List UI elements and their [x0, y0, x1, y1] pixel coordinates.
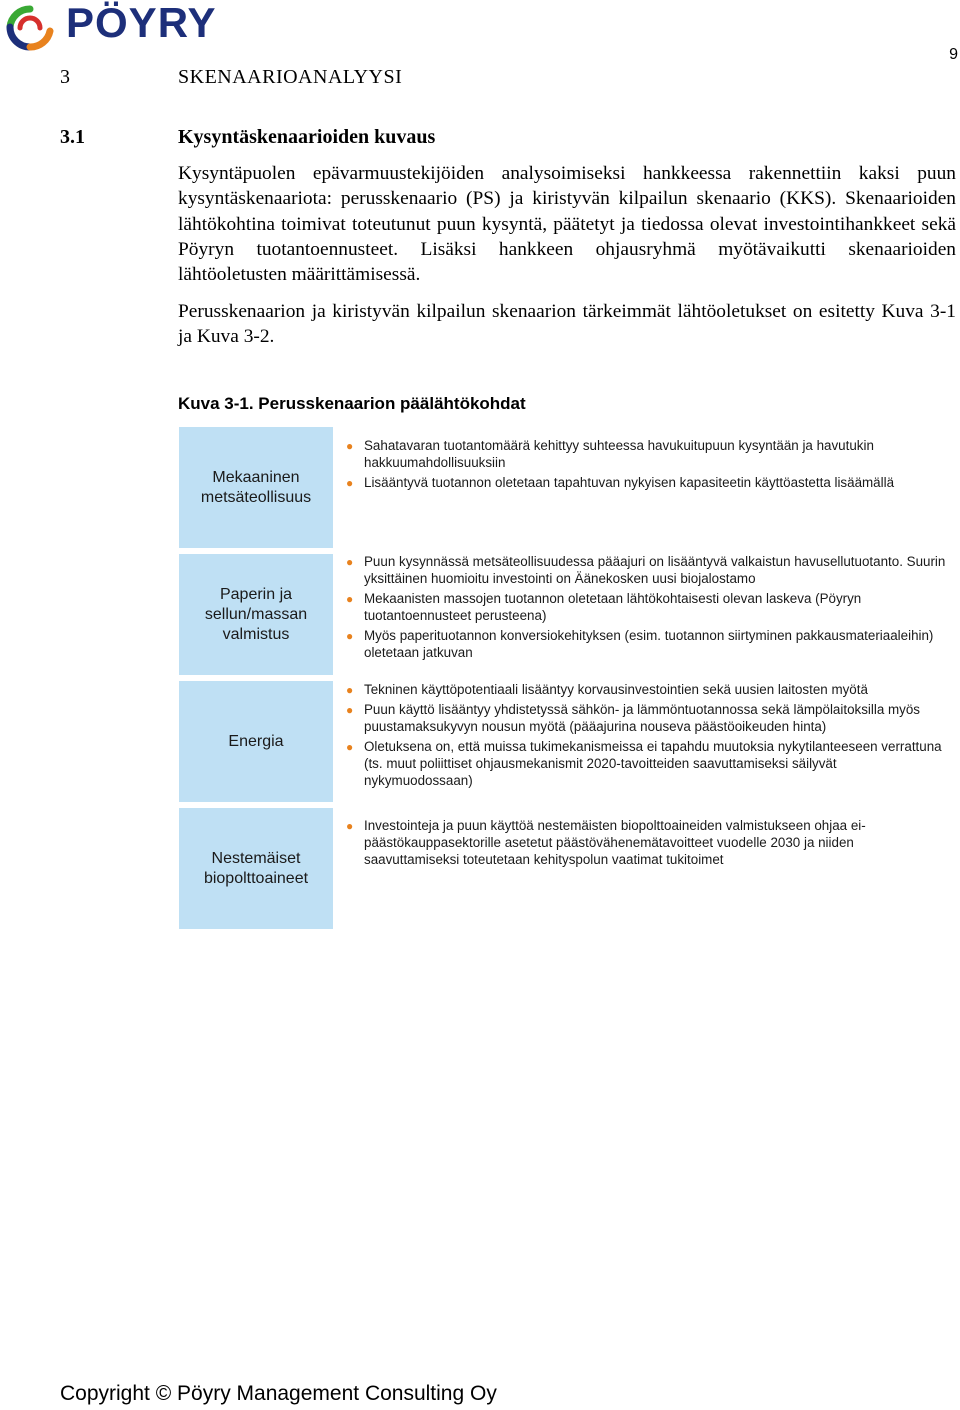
section-title: SKENAARIOANALYYSI: [178, 66, 403, 88]
bullet-text: Puun käyttö lisääntyy yhdistetyssä sähkön- ja lämmöntuotannossa sekä lämpölaitoksilla myös puustamaksukyvyn nousun myötä (pääajurina nouseva päästöoikeuden hinta): [364, 702, 920, 734]
list-item: [346, 627, 946, 661]
bullet-text: Myös paperituotannon konversiokehityksen (esim. tuotannon siirtyminen pakkausmateriaaleihin) oletetaan jatkuvan: [364, 628, 934, 660]
bullet-dot-icon: ●: [346, 592, 354, 606]
poyry-swirl-icon: [4, 5, 56, 51]
section-number: 3: [60, 66, 70, 88]
bullet-dot-icon: ●: [346, 629, 354, 643]
list-item: [346, 474, 946, 491]
page-number: 9: [949, 46, 958, 63]
list-item: [346, 738, 946, 789]
bullet-dot-icon: ●: [346, 555, 354, 569]
category-label-line: Nestemäiset: [211, 849, 301, 867]
category-label-line: Energia: [228, 732, 284, 750]
list-item: [346, 701, 946, 735]
category-label-line: Paperin ja: [219, 585, 293, 603]
bullet-text: Tekninen käyttöpotentiaali lisääntyy korvausinvestointien sekä uusien laitosten myötä: [364, 682, 868, 697]
list-item: [346, 817, 946, 868]
bullet-text: Lisääntyvä tuotannon oletetaan tapahtuvan nykyisen kapasiteetin käyttöastetta lisäämällä: [364, 475, 895, 490]
bullet-dot-icon: ●: [346, 819, 354, 833]
bullet-dot-icon: ●: [346, 703, 354, 717]
bullet-text: Investointeja ja puun käyttöä nestemäisten biopolttoaineiden valmistukseen ohjaa ei-päästökauppasektorille asetetut päästövähenemätavoitteet vuodelle 2030 ja niiden saavuttamiseksi toteutetaan kehityspolun vaatimat tukitoimet: [364, 818, 866, 867]
list-item: [346, 553, 946, 587]
poyry-logo: [4, 0, 244, 51]
category-box-mechanical-forest-industry: [179, 427, 333, 548]
category-box-liquid-biofuels: [179, 808, 333, 929]
category-label-line: sellun/massan: [204, 605, 308, 623]
bullet-dot-icon: ●: [346, 683, 354, 697]
list-item: [346, 590, 946, 624]
bullet-dot-icon: ●: [346, 439, 354, 453]
subsection-number: 3.1: [60, 126, 85, 148]
bullet-text: Puun kysynnässä metsäteollisuudessa pääajuri on lisääntyvä valkaistun havusellutuotanto. Suurin yksittäinen huomioitu investointi on Äänekosken uusi biojalostamo: [364, 554, 946, 586]
category-label-line: valmistus: [222, 625, 290, 643]
bullet-text: Mekaanisten massojen tuotannon oletetaan lähtökohtaisesti olevan laskeva (Pöyryn tuotantoennusteet perusteena): [364, 591, 862, 623]
category-label-line: Mekaaninen: [212, 468, 300, 486]
body-paragraph: Perusskenaarion ja kiristyvän kilpailun skenaarion tärkeimmät lähtöoletukset on esitetty Kuva 3-1 ja Kuva 3-2.: [178, 301, 956, 348]
bullet-list-mechanical-forest-industry: [346, 437, 946, 494]
bullet-list-energy: [346, 681, 946, 792]
logo-wordmark: PÖYRY: [66, 0, 217, 46]
bullet-text: Sahatavaran tuotantomäärä kehittyy suhteessa havukuitupuun kysyntään ja havutukin hakkuumahdollisuuksiin: [364, 438, 874, 470]
list-item: [346, 437, 946, 471]
bullet-text: Oletuksena on, että muissa tukimekanismeissa ei tapahdu muutoksia nykytilanteeseen verrattuna (ts. muut poliittiset ohjausmekanismit 2020-tavoitteiden saavuttamiseksi säilyvät nykymuodossaan): [364, 739, 942, 788]
body-paragraph: Kysyntäpuolen epävarmuustekijöiden analysoimiseksi hankkeessa rakennettiin kaksi puun kysyntäskenaariota: perusskenaario (PS) ja kiristyvän kilpailun skenaario (KKS). Skenaarioiden lähtökohtina toimivat toteutunut puun kysyntä, päätetyt ja tiedossa olevat investointihankkeet sekä Pöyryn tuotantoennusteet. Lisäksi hankkeen ohjausryhmä myötävaikutti skenaarioiden lähtöoletusten määrittämisessä.: [178, 163, 956, 286]
bullet-list-paper-pulp: [346, 553, 946, 664]
subsection-title: Kysyntäskenaarioiden kuvaus: [178, 126, 436, 148]
category-label-line: biopolttoaineet: [203, 869, 309, 887]
figure-caption: Kuva 3-1. Perusskenaarion päälähtökohdat: [178, 394, 526, 413]
category-box-energy: [179, 681, 333, 802]
bullet-dot-icon: ●: [346, 476, 354, 490]
bullet-list-liquid-biofuels: [346, 817, 946, 871]
bullet-dot-icon: ●: [346, 740, 354, 754]
copyright-footer: Copyright © Pöyry Management Consulting Oy: [60, 1382, 497, 1405]
category-label-line: metsäteollisuus: [200, 488, 312, 506]
list-item: [346, 681, 946, 698]
category-box-paper-pulp: [179, 554, 333, 675]
